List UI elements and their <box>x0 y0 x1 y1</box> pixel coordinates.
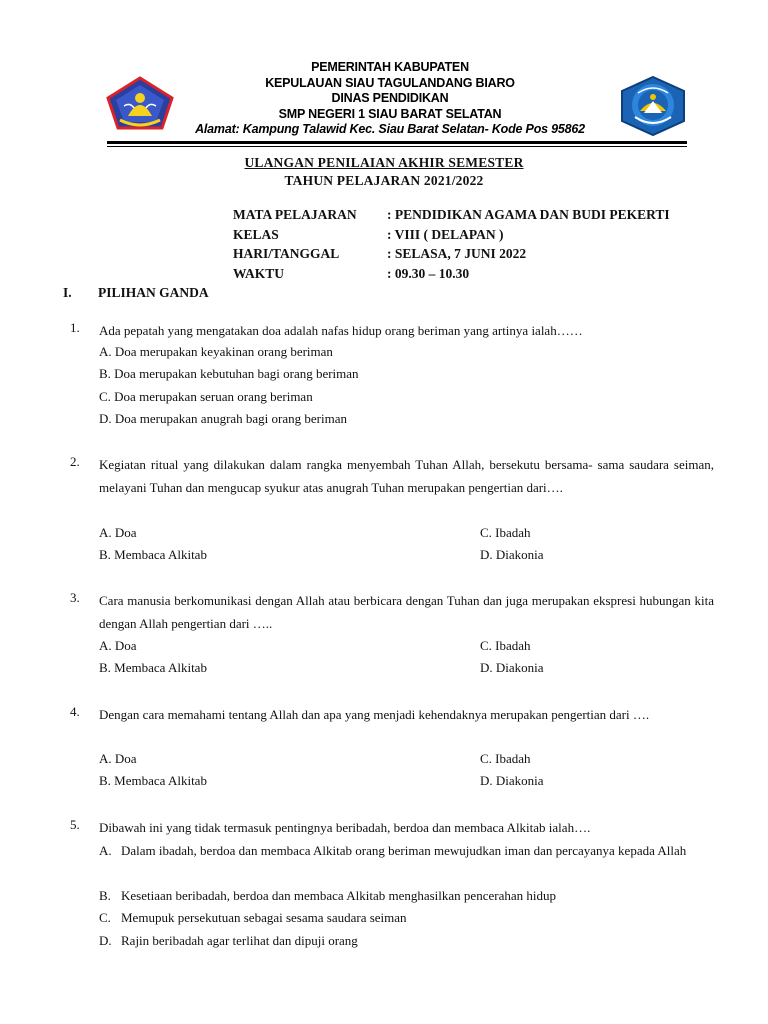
header-line-school: SMP NEGERI 1 SIAU BARAT SELATAN <box>278 106 502 121</box>
option-c[interactable]: C. Doa merupakan seruan orang beriman <box>99 389 313 404</box>
option-d[interactable] <box>99 930 714 952</box>
question-text: Cara manusia berkomunikasi dengan Allah atau berbicara dengan Tuhan dan juga merupakan ekspresi hubungan kita dengan Allah pengertian dari ….. <box>99 593 714 631</box>
tut-wuri-handayani-logo-icon <box>618 75 688 137</box>
option-b[interactable]: B. Membaca Alkitab <box>99 773 207 788</box>
option-b[interactable]: B. Membaca Alkitab <box>99 660 207 675</box>
regency-emblem-icon <box>106 76 174 132</box>
meta-value: : PENDIDIKAN AGAMA DAN BUDI PEKERTI <box>387 207 670 222</box>
option-letter: B. <box>99 888 111 903</box>
exam-title: ULANGAN PENILAIAN AKHIR SEMESTER <box>244 155 524 170</box>
option-a[interactable]: A. Doa <box>99 525 137 540</box>
option-c[interactable] <box>99 907 714 929</box>
header-rule-thick <box>107 141 687 144</box>
exam-year: TAHUN PELAJARAN 2021/2022 <box>284 173 484 188</box>
meta-key: WAKTU <box>233 265 285 281</box>
option-b[interactable]: B. Doa merupakan kebutuhan bagi orang beriman <box>99 366 359 381</box>
header-line-department: DINAS PENDIDIKAN <box>331 91 449 105</box>
header-line-government: PEMERINTAH KABUPATEN <box>311 60 469 74</box>
option-c[interactable]: C. Ibadah <box>480 638 531 653</box>
header-address: Alamat: Kampung Talawid Kec. Siau Barat Selatan- Kode Pos 95862 <box>195 122 585 136</box>
option-text: Kesetiaan beribadah, berdoa dan membaca Alkitab menghasilkan pencerahan hidup <box>121 888 556 903</box>
meta-value: : SELASA, 7 JUNI 2022 <box>387 246 527 261</box>
school-header <box>190 60 590 138</box>
option-b[interactable]: B. Membaca Alkitab <box>99 547 207 562</box>
option-a[interactable]: A. Doa <box>99 638 137 653</box>
header-rule-thin <box>107 146 687 147</box>
question-number: 5. <box>70 817 80 832</box>
option-text: Memupuk persekutuan sebagai sesama saudara seiman <box>121 910 407 925</box>
meta-key: HARI/TANGGAL <box>233 246 340 261</box>
question-number: 1. <box>70 320 80 335</box>
header-line-regency: KEPULAUAN SIAU TAGULANDANG BIARO <box>265 75 515 90</box>
question-number: 4. <box>70 704 80 719</box>
option-letter: C. <box>99 910 111 925</box>
question-text: Dengan cara memahami tentang Allah dan apa yang menjadi kehendaknya merupakan pengertian dari …. <box>99 707 650 722</box>
option-letter: A. <box>99 843 112 858</box>
option-d[interactable]: D. Doa merupakan anugrah bagi orang beriman <box>99 411 347 426</box>
option-text: Dalam ibadah, berdoa dan membaca Alkitab orang beriman mewujudkan iman dan percayanya kepada Allah <box>121 843 687 858</box>
question-number: 3. <box>70 590 80 605</box>
option-c[interactable]: C. Ibadah <box>480 525 531 540</box>
option-c[interactable]: C. Ibadah <box>480 751 531 766</box>
question-text: Kegiatan ritual yang dilakukan dalam rangka menyembah Tuhan Allah, bersekutu bersama- sama saudara seiman, melayani Tuhan dan mengucap syukur atas anugrah Tuhan merupakan pengertian dari…. <box>99 457 714 495</box>
meta-value: : 09.30 – 10.30 <box>387 265 470 281</box>
meta-key: MATA PELAJARAN <box>233 207 357 222</box>
option-a[interactable]: A. Doa <box>99 751 137 766</box>
section-number: I. <box>63 285 72 300</box>
question-text: Ada pepatah yang mengatakan doa adalah nafas hidup orang beriman yang artinya ialah…… <box>99 323 583 338</box>
option-d[interactable]: D. Diakonia <box>480 660 544 675</box>
option-letter: D. <box>99 933 112 948</box>
option-text: Rajin beribadah agar terlihat dan dipuji orang <box>121 933 358 948</box>
question-number: 2. <box>70 454 80 469</box>
option-d[interactable]: D. Diakonia <box>480 773 544 788</box>
option-a[interactable] <box>99 840 714 885</box>
option-b[interactable] <box>99 885 714 907</box>
exam-titles <box>0 154 768 190</box>
letterhead <box>0 60 768 140</box>
question-text: Dibawah ini yang tidak termasuk pentingnya beribadah, berdoa dan membaca Alkitab ialah…. <box>99 820 591 835</box>
option-a[interactable]: A. Doa merupakan keyakinan orang beriman <box>99 344 333 359</box>
meta-key: KELAS <box>233 226 279 242</box>
section-label: PILIHAN GANDA <box>98 285 209 300</box>
option-d[interactable]: D. Diakonia <box>480 547 544 562</box>
meta-value: : VIII ( DELAPAN ) <box>387 226 504 242</box>
